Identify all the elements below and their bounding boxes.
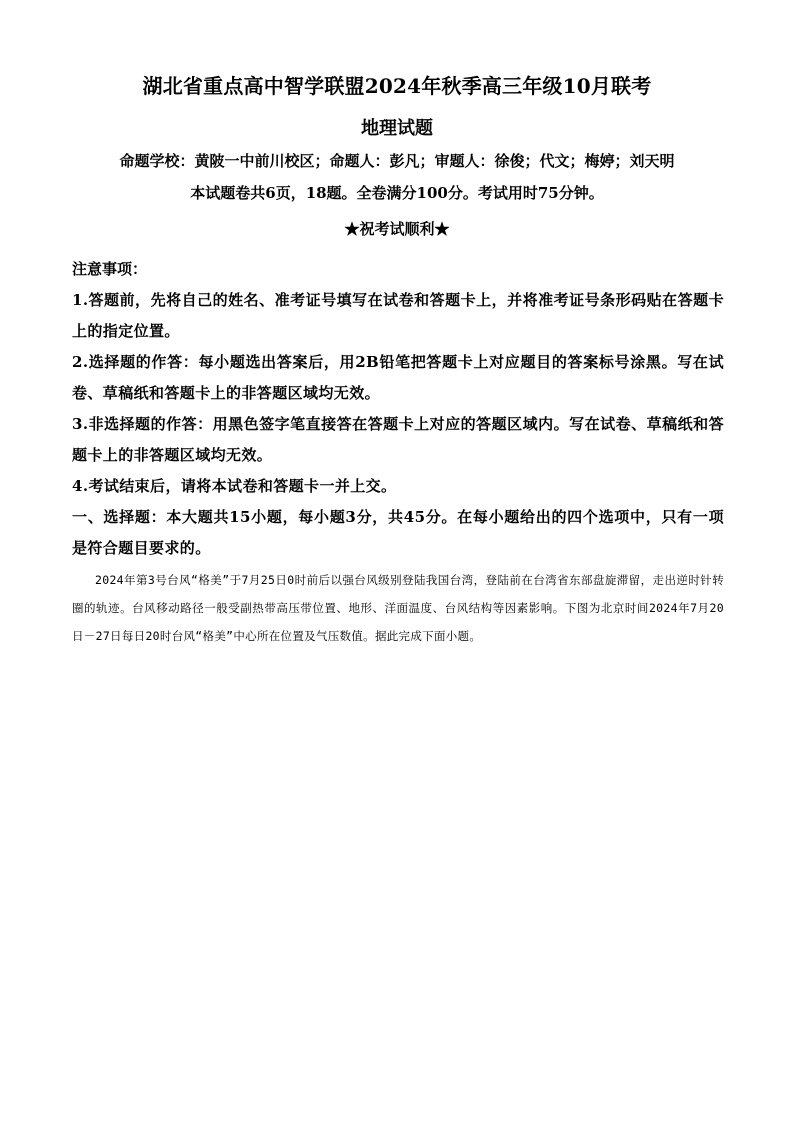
notes-heading: 注意事项：: [72, 260, 148, 278]
note-item-4: 4.考试结束后，请将本试卷和答题卡一并上交。: [72, 477, 397, 495]
section-heading: 一、选择题：本大题共15小题，每小题3分，共45分。在每小题给出的四个选项中，只有一项是符合题目要求的。: [72, 508, 724, 557]
note-item-3: 3.非选择题的作答：用黑色签字笔直接答在答题卡上对应的答题区域内。写在试卷、草稿纸和答题卡上的非答题区域均无效。: [72, 415, 724, 464]
exam-main-title: 湖北省重点高中智学联盟2024年秋季高三年级10月联考: [142, 74, 652, 98]
question-material: 2024年第3号台风“格美”于7月25日0时前后以强台风级别登陆我国台湾，登陆前在台湾省东部盘旋滞留，走出逆时针转圈的轨迹。台风移动路径一般受副热带高压带位置、地形、洋面温度、台风结构等因素影响。下图为北京时间2024年7月20日－27日每日20时台风“格美”中心所在位置及气压数值。据此完成下面小题。: [72, 573, 724, 643]
note-item-2: 2.选择题的作答：每小题选出答案后，用2B铅笔把答题卡上对应题目的答案标号涂黑。写在试卷、草稿纸和答题卡上的非答题区域均无效。: [72, 353, 724, 402]
blessing-line: ★祝考试顺利★: [344, 220, 450, 238]
note-item-1: 1.答题前，先将自己的姓名、准考证号填写在试卷和答题卡上，并将准考证号条形码贴在答题卡上的指定位置。: [72, 291, 724, 340]
paper-info-line: 本试题卷共6页，18题。全卷满分100分。考试用时75分钟。: [190, 184, 604, 202]
authors-line: 命题学校：黄陂一中前川校区；命题人：彭凡；审题人：徐俊；代文；梅婷；刘天明: [119, 152, 675, 170]
subject-title: 地理试题: [361, 118, 433, 139]
notes-block: [72, 254, 724, 502]
